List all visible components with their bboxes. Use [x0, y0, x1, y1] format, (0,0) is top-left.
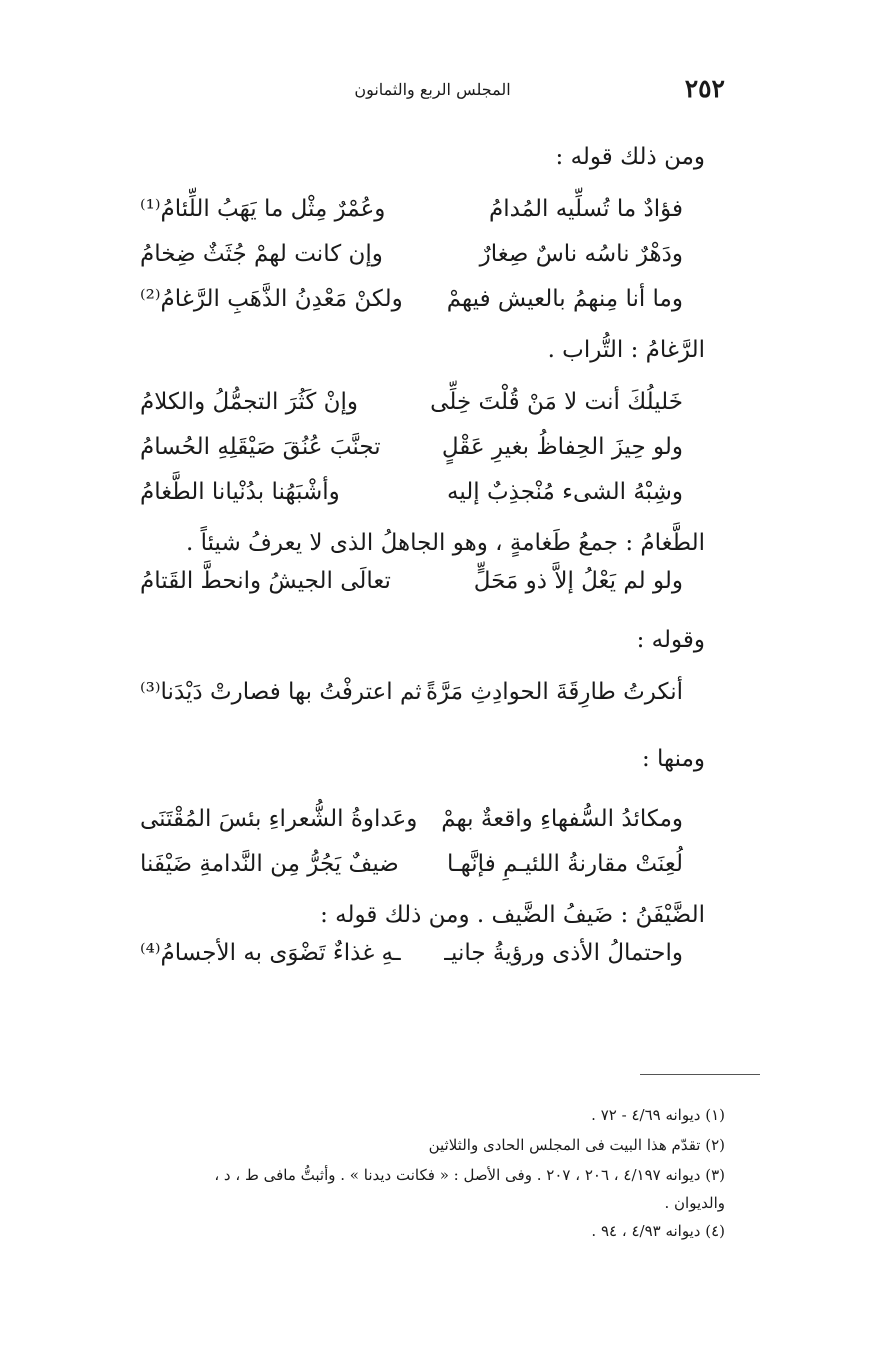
verse-line [140, 186, 705, 231]
verse-first-hemistich: خَليلُكَ أنت لا مَنْ قُلْتَ خِلِّى [430, 388, 683, 415]
verse-line [140, 276, 705, 321]
verse-first-hemistich: ولو لم يَعْلُ إلاَّ ذو مَحَلٍّ [473, 567, 683, 594]
verse-line [140, 796, 705, 841]
verse-line [140, 669, 705, 714]
verse-line [140, 424, 705, 469]
verse-first-hemistich: لُعِنَتْ مقارنةُ اللئيـمِ فإنَّهـا [446, 850, 683, 877]
verse-first-hemistich: وما أنا مِنهمُ بالعيش فيهمْ [446, 285, 683, 312]
verse-second-hemistich: ثم اعترفْتُ بها فصارتْ دَيْدَنا⁽³⁾ [140, 678, 422, 705]
verse-first-hemistich: أنكرتُ طارِقَةَ الحوادِثِ مَرَّةً [426, 678, 683, 705]
verse-line [140, 231, 705, 276]
footnote-separator [640, 1074, 760, 1075]
prose-line: الطَّغامُ : جمعُ طَغامةٍ ، وهو الجاهلُ الذى لا يعرفُ شيئاً . [185, 530, 705, 556]
footnote: (١) ديوانه ٤/٦٩ - ٧٢ . [591, 1106, 725, 1124]
verse-line [140, 841, 705, 886]
verse-second-hemistich: تعالَى الجيشُ وانحطَّ القَتامُ [140, 567, 391, 594]
footnote: (٢) تقدّم هذا البيت فى المجلس الحادى والثلاثين [428, 1136, 725, 1154]
verse-first-hemistich: ودَهْرٌ ناسُه ناسٌ صِغارٌ [479, 240, 683, 267]
verse-second-hemistich: ـهِ غذاءٌ تَضْوَى به الأجسامُ⁽⁴⁾ [140, 939, 401, 966]
prose-line: وقوله : [636, 627, 705, 653]
verse-second-hemistich: ضيفٌ يَجُرُّ مِن النَّدامةِ ضَيْفَنا [140, 850, 399, 877]
verse-first-hemistich: ومكائدُ السُّفهاءِ واقعةٌ بهمْ [441, 805, 683, 832]
verse-second-hemistich: وأشْبَهُنا بدُنْيانا الطَّغامُ [140, 478, 340, 505]
main-text [140, 142, 705, 975]
verse-first-hemistich: فؤادٌ ما تُسلِّيه المُدامُ [489, 195, 683, 222]
footnote: (٣) ديوانه ٤/١٩٧ ، ٢٠٦ ، ٢٠٧ . وفى الأصل : « فكانت ديدنا » . وأثبتُّ مافى ط ، د ، [214, 1166, 725, 1184]
verse-second-hemistich: وعَداوةُ الشُّعراءِ بئسَ المُقْتَنَى [140, 805, 418, 832]
verse-second-hemistich: تجنَّبَ عُنُقَ صَيْقَلِهِ الحُسامُ [140, 433, 381, 460]
verse-line [140, 558, 705, 603]
verse-second-hemistich: وإنْ كَثُرَ التجمُّلُ والكلامُ [140, 388, 358, 415]
verse-line [140, 930, 705, 975]
verse-first-hemistich: وشِبْهُ الشىء مُنْجذِبٌ إليه [447, 478, 683, 505]
verse-second-hemistich: وإن كانت لهمْ جُثَثٌ ضِخامُ [140, 240, 383, 267]
prose-line: الضَّيْفَنُ : ضَيفُ الضَّيف . ومن ذلك قوله : [320, 902, 705, 928]
verse-line [140, 379, 705, 424]
prose-line: الرَّغامُ : التُّراب . [547, 337, 705, 363]
verse-first-hemistich: ولو حِيزَ الحِفاظُ بغيرِ عَقْلٍ [441, 433, 683, 460]
verse-second-hemistich: وعُمْرٌ مِثْل ما يَهَبُ اللِّئامُ⁽¹⁾ [140, 195, 386, 222]
verse-first-hemistich: واحتمالُ الأذى ورؤيةُ جانيـ [444, 939, 683, 966]
prose-line: ومن ذلك قوله : [555, 144, 705, 170]
footnote: (٤) ديوانه ٤/٩٣ ، ٩٤ . [591, 1222, 725, 1240]
running-head: المجلس الربع والثمانون [354, 80, 511, 99]
prose-line: ومنها : [641, 746, 705, 772]
page-number: ٢٥٢ [684, 74, 725, 103]
verse-second-hemistich: ولكنْ مَعْدِنُ الذَّهَبِ الرَّغامُ⁽²⁾ [140, 285, 403, 312]
page-header [140, 74, 725, 114]
footnote-continuation: والديوان . [664, 1194, 725, 1212]
verse-line [140, 469, 705, 514]
footnotes [60, 1100, 725, 1246]
